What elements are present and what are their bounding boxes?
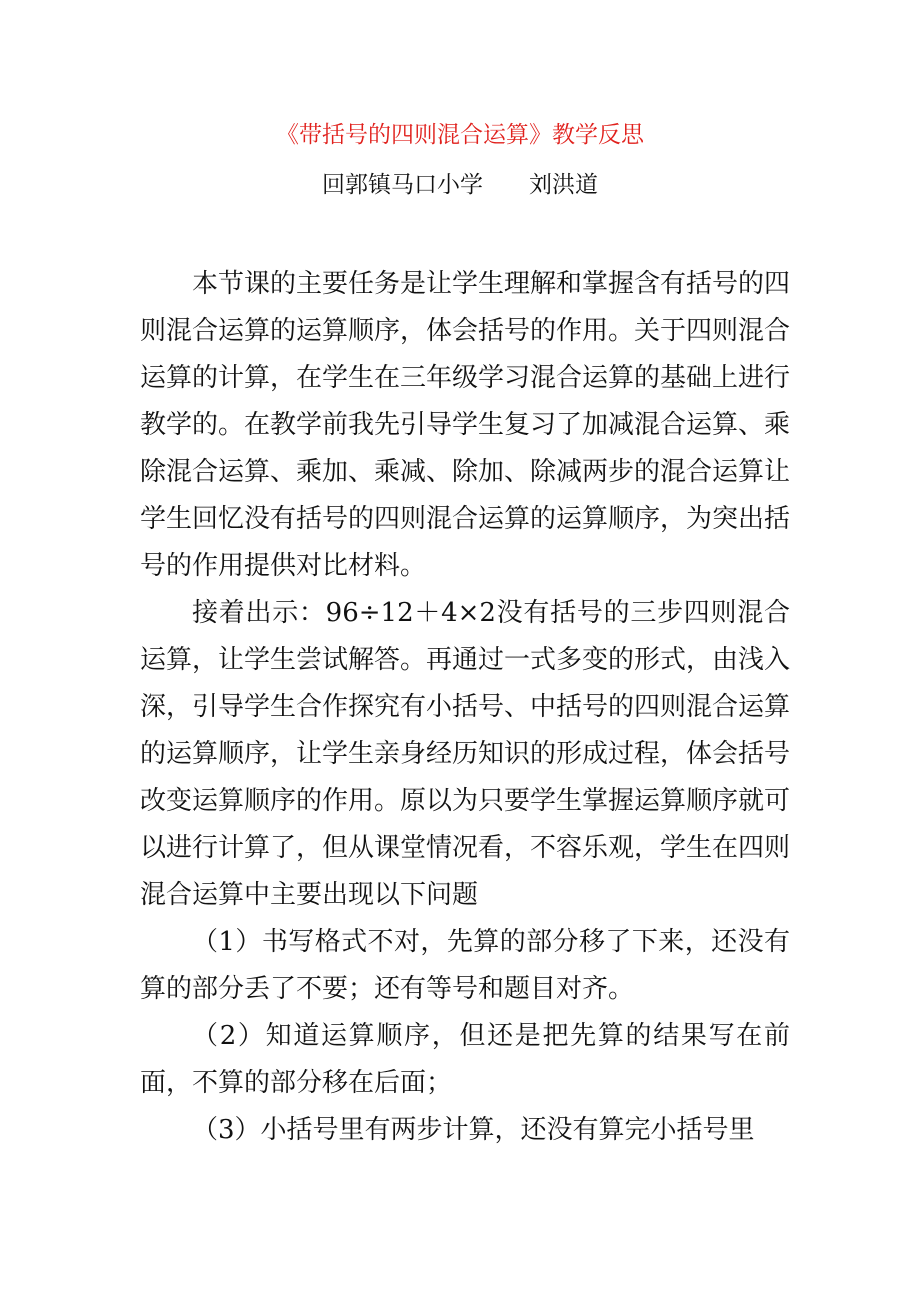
author-name: 刘洪道: [529, 172, 598, 198]
paragraph: （3）小括号里有两步计算，还没有算完小括号里: [192, 1115, 755, 1145]
document-body: [140, 261, 790, 1154]
author-school: 回郭镇马口小学: [322, 172, 483, 198]
paragraph: （2）知道运算顺序，但还是把先算的结果写在前面，不算的部分移在后面；: [140, 1021, 790, 1098]
paragraph: 接着出示：96÷12＋4×2没有括号的三步四则混合运算，让学生尝试解答。再通过一式多变的形式，由浅入深，引导学生合作探究有小括号、中括号的四则混合运算的运算顺序，让学生亲身经历知识的形成过程，体会括号改变运算顺序的作用。原以为只要学生掌握运算顺序就可以进行计算了，但从课堂情况看，不容乐观，学生在四则混合运算中主要出现以下问题: [140, 598, 791, 910]
paragraph: 本节课的主要任务是让学生理解和掌握含有括号的四则混合运算的运算顺序，体会括号的作用。关于四则混合运算的计算，在学生在三年级学习混合运算的基础上进行教学的。在教学前我先引导学生复习了加减混合运算、乘除混合运算、乘加、乘减、除加、除减两步的混合运算让学生回忆没有括号的四则混合运算的运算顺序，为突出括号的作用提供对比材料。: [140, 269, 791, 581]
document-title: 《带括号的四则混合运算》教学反思: [276, 122, 644, 148]
paragraph: （1）书写格式不对，先算的部分移了下来，还没有算的部分丢了不要；还有等号和题目对齐。: [140, 927, 790, 1004]
author-byline: [0, 166, 920, 204]
